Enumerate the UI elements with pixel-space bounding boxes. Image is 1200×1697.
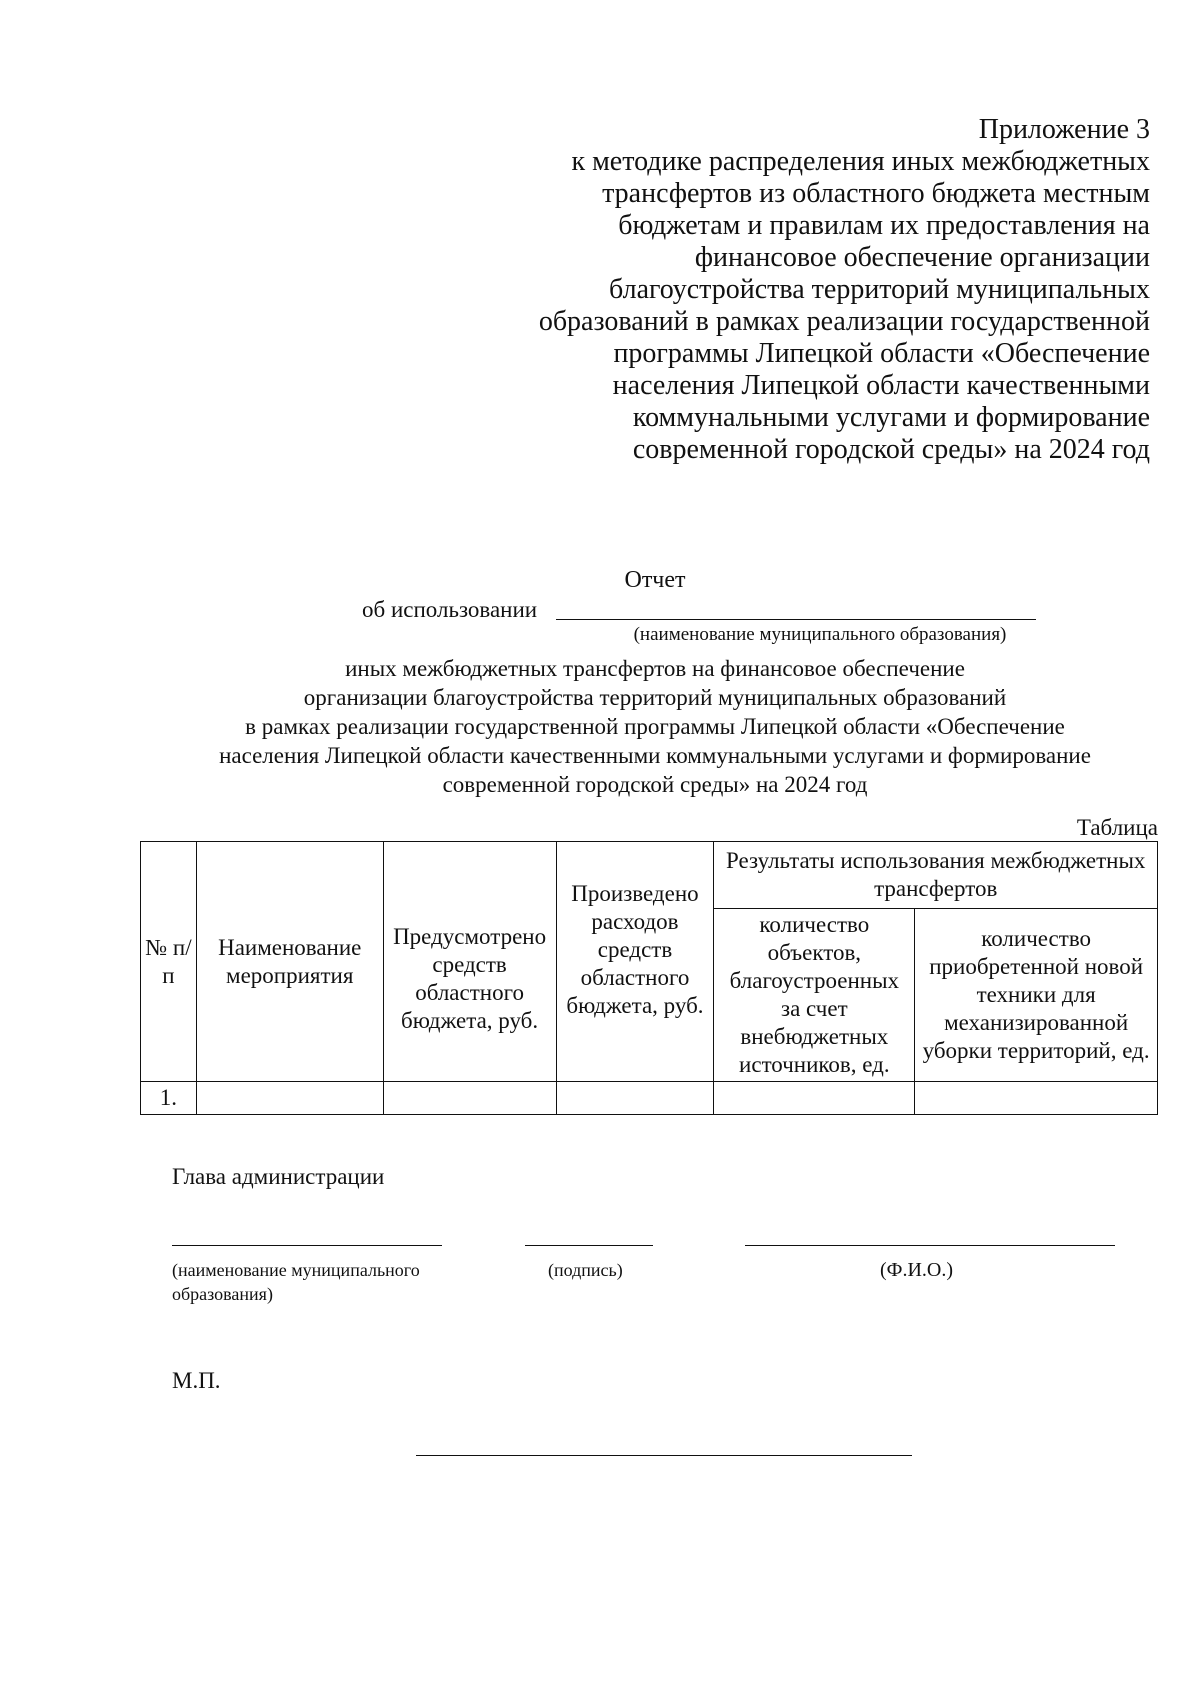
header-objects: количество объектов, благоустроенных за счет внебюджетных источников, ед. <box>714 909 915 1082</box>
report-body-line: современной городской среды» на 2024 год <box>442 772 868 797</box>
table-label: Таблица <box>1076 815 1158 840</box>
cell-spent[interactable] <box>556 1082 714 1115</box>
usage-line <box>150 595 1160 624</box>
appendix-line: программы Липецкой области «Обеспечение <box>613 338 1150 369</box>
cell-objects[interactable] <box>714 1082 915 1115</box>
report-body-line: населения Липецкой области качественными коммунальными услугами и формирование <box>219 743 1091 768</box>
stamp-label: М.П. <box>172 1368 221 1393</box>
cell-equipment[interactable] <box>915 1082 1158 1115</box>
fio-line[interactable] <box>745 1245 1115 1246</box>
report-table <box>140 841 1158 1115</box>
table-row <box>141 1082 1158 1115</box>
appendix-line: коммунальными услугами и формирование <box>632 402 1150 433</box>
appendix-line: благоустройства территорий муниципальных <box>609 274 1150 305</box>
appendix-line: Приложение 3 <box>978 114 1150 145</box>
report-body-line: в рамках реализации государственной программы Липецкой области «Обеспечение <box>245 714 1065 739</box>
municipality-blank-line[interactable] <box>556 619 1036 620</box>
appendix-line: трансфертов из областного бюджета местным <box>602 178 1150 209</box>
fio-caption: (Ф.И.О.) <box>880 1259 954 1281</box>
closing-separator-line <box>416 1455 912 1456</box>
municipality-caption: (наименование муниципального образования) <box>633 624 1007 645</box>
header-planned: Предусмотрено средств областного бюджета, руб. <box>383 842 556 1082</box>
appendix-line: населения Липецкой области качественными <box>612 370 1150 401</box>
signature-line[interactable] <box>525 1245 653 1246</box>
appendix-line: к методике распределения иных межбюджетных <box>571 146 1150 177</box>
signature-caption: (подпись) <box>548 1260 623 1280</box>
table-header-row <box>141 842 1158 909</box>
head-of-administration-label: Глава администрации <box>172 1164 385 1189</box>
appendix-line: образований в рамках реализации государственной <box>538 306 1150 337</box>
header-name: Наименование мероприятия <box>196 842 383 1082</box>
appendix-line: современной городской среды» на 2024 год <box>632 434 1150 465</box>
header-num: № п/п <box>141 842 197 1082</box>
usage-label: об использовании <box>362 597 538 622</box>
appendix-line: финансовое обеспечение организации <box>694 242 1150 273</box>
cell-name[interactable] <box>196 1082 383 1115</box>
header-results: Результаты использования межбюджетных трансфертов <box>714 842 1158 909</box>
cell-num: 1. <box>141 1082 197 1115</box>
municipality-name-caption: (наименование муниципального образования) <box>172 1260 420 1304</box>
appendix-line: бюджетам и правилам их предоставления на <box>618 210 1150 241</box>
municipality-signature-line[interactable] <box>172 1245 442 1246</box>
header-spent: Произведено расходов средств областного бюджета, руб. <box>556 842 714 1082</box>
cell-planned[interactable] <box>383 1082 556 1115</box>
report-title: Отчет <box>624 567 686 593</box>
report-body-line: иных межбюджетных трансфертов на финансовое обеспечение <box>345 656 965 681</box>
appendix-block <box>470 114 1150 466</box>
header-equipment: количество приобретенной новой техники для механизированной уборки территорий, ед. <box>915 909 1158 1082</box>
report-heading <box>150 566 1160 799</box>
report-body-line: организации благоустройства территорий муниципальных образований <box>303 685 1007 710</box>
